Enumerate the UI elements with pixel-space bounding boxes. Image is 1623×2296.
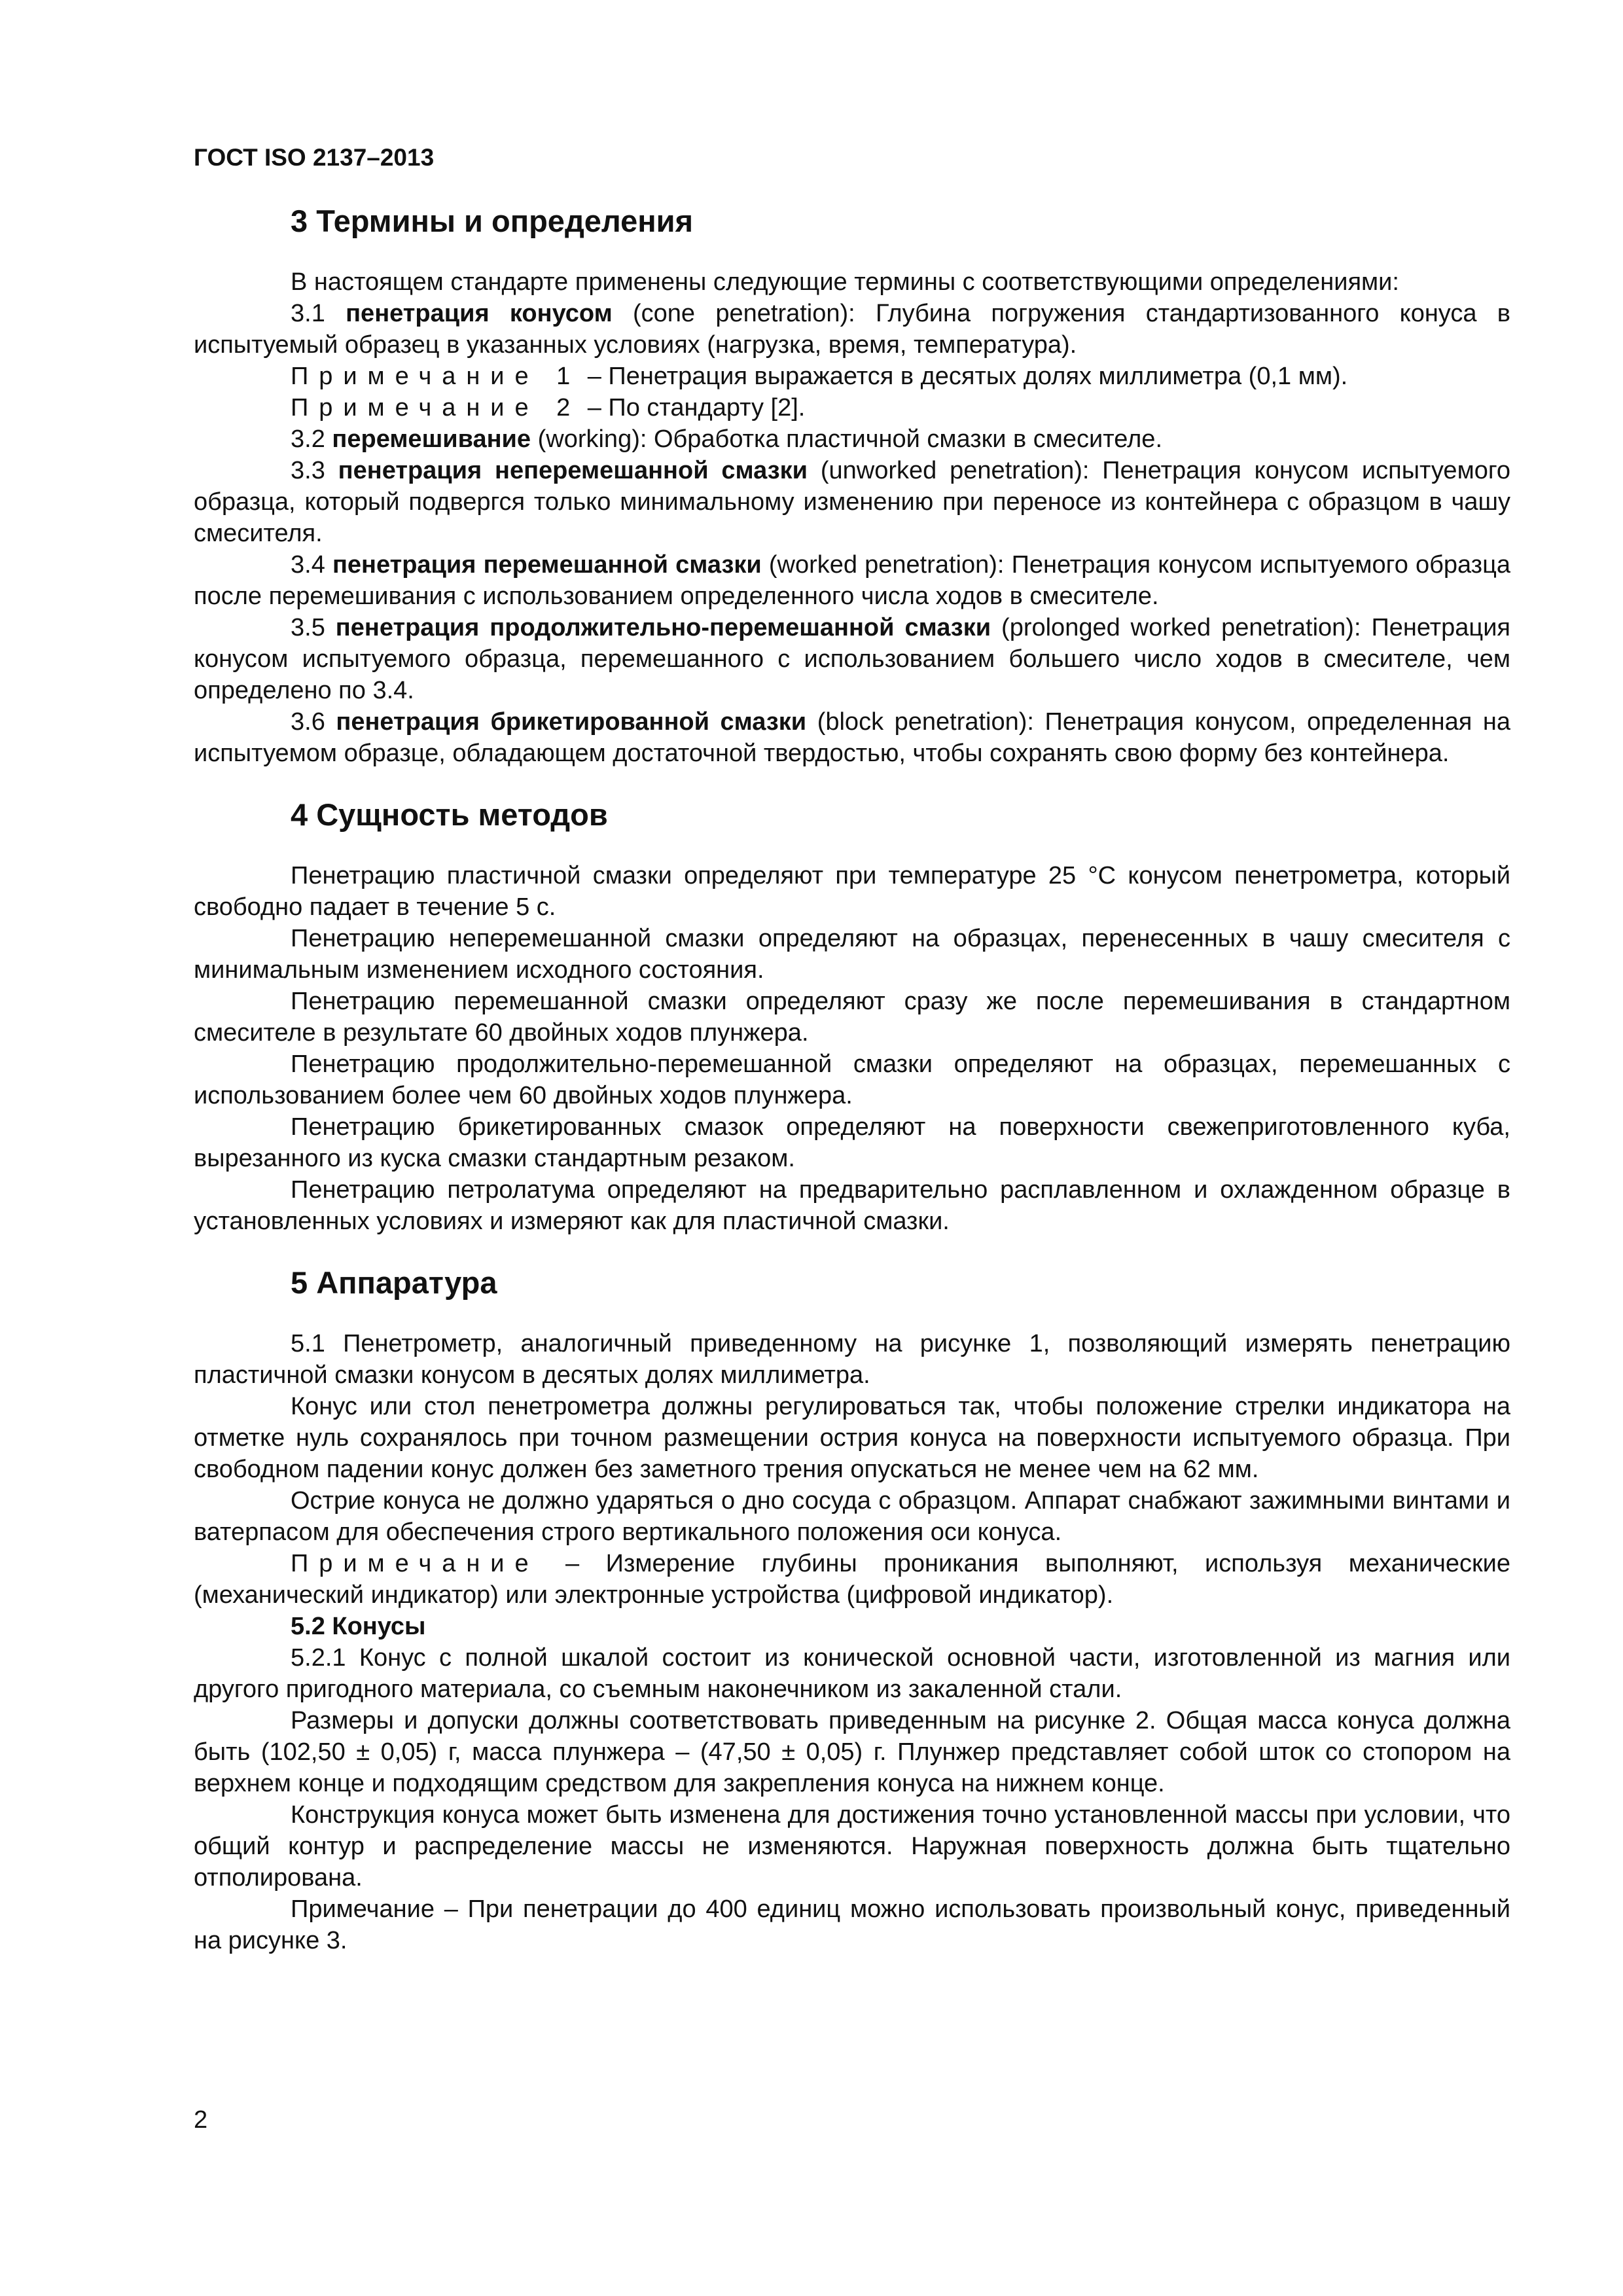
term-number: 3.4 xyxy=(291,551,332,579)
term-name: пенетрация перемешанной смазки xyxy=(332,551,762,579)
term-number: 3.1 xyxy=(291,300,346,327)
term-3-4 xyxy=(194,549,1510,612)
section-title-apparatus: 5 Аппаратура xyxy=(291,1265,497,1300)
term-definition: (block penetration): Пенетрация конусом, определенная на испытуемом образце, обладающем достаточной твердостью, чтобы сохранять свою форму без контейнера. xyxy=(194,708,1510,767)
term-number: 3.3 xyxy=(291,457,338,484)
document-page xyxy=(194,144,1510,1956)
apparatus-paragraph: Конус или стол пенетрометра должны регулироваться так, чтобы положение стрелки индикатора на отметке нуль сохранялось при точном размещении острия конуса на поверхности испытуемого образца. При свободном падении конус должен без заметного трения опускаться не менее чем на 62 мм. xyxy=(194,1393,1510,1483)
document-header: ГОСТ ISO 2137–2013 xyxy=(194,144,435,171)
section-title-terms: 3 Термины и определения xyxy=(291,204,693,238)
term-definition: (prolonged worked penetration): Пенетрация конусом испытуемого образца, перемешанного с использованием большего число ходов в смесителе, чем определено по 3.4. xyxy=(194,614,1511,704)
essence-paragraph: Пенетрацию петролатума определяют на предварительно расплавленном и охлажденном образце в установленных условиях и измеряют как для пластичной смазки. xyxy=(194,1176,1510,1235)
apparatus-paragraph: Размеры и допуски должны соответствовать приведенным на рисунке 2. Общая масса конуса должна быть (102,50 ± 0,05) г, масса плунжера – (47,50 ± 0,05) г. Плунжер представляет собой шток со стопором на верхнем конце и подходящим средством для закрепления конуса на нижнем конце. xyxy=(194,1707,1510,1797)
essence-paragraph: Пенетрацию продолжительно-перемешанной смазки определяют на образцах, перемешанных с использованием более чем 60 двойных ходов плунжера. xyxy=(194,1050,1510,1109)
apparatus-note xyxy=(194,1548,1510,1611)
section-title-essence: 4 Сущность методов xyxy=(291,797,608,832)
terms-intro: В настоящем стандарте применены следующие термины с соответствующими определениями: xyxy=(291,268,1399,296)
term-3-6 xyxy=(194,706,1510,769)
term-number: 3.5 xyxy=(291,614,336,641)
term-name: пенетрация брикетированной смазки xyxy=(336,708,807,736)
note-text: – По стандарту [2]. xyxy=(580,394,806,422)
note-text: – Пенетрация выражается в десятых долях миллиметра (0,1 мм). xyxy=(580,363,1348,390)
note-label: Примечание 2 xyxy=(291,394,581,422)
note-text: – Измерение глубины проникания выполняют, используя механические (механический индикатор) или электронные устройства (цифровой индикатор). xyxy=(194,1550,1510,1609)
term-definition: (working): Обработка пластичной смазки в смесителе. xyxy=(531,425,1163,453)
essence-paragraph: Пенетрацию пластичной смазки определяют при температуре 25 °С конусом пенетрометра, который свободно падает в течение 5 с. xyxy=(194,862,1510,921)
note-1 xyxy=(194,361,1510,392)
note-2 xyxy=(194,392,1510,423)
term-3-5 xyxy=(194,612,1510,706)
term-name: пенетрация конусом xyxy=(346,300,613,327)
term-name: пенетрация неперемешанной смазки xyxy=(338,457,808,484)
term-definition: (worked penetration): Пенетрация конусом испытуемого образца после перемешивания с использованием определенного числа ходов в смесителе. xyxy=(194,551,1511,610)
subsection-title-cones: 5.2 Конусы xyxy=(291,1613,426,1640)
note-label: Примечание xyxy=(291,1550,539,1577)
term-3-2 xyxy=(194,423,1510,455)
term-name: перемешивание xyxy=(332,425,531,453)
page-number: 2 xyxy=(194,2106,208,2134)
apparatus-paragraph: Примечание – При пенетрации до 400 единиц можно использовать произвольный конус, приведенный на рисунке 3. xyxy=(194,1895,1510,1954)
term-definition: (unworked penetration): Пенетрация конусом испытуемого образца, который подвергся только минимальному изменению при переносе из контейнера с образцом в чашу смесителя. xyxy=(194,457,1510,547)
essence-paragraph: Пенетрацию перемешанной смазки определяют сразу же после перемешивания в стандартном смесителе в результате 60 двойных ходов плунжера. xyxy=(194,988,1510,1047)
term-3-1 xyxy=(194,298,1510,361)
apparatus-paragraph: Конструкция конуса может быть изменена для достижения точно установленной массы при условии, что общий контур и распределение массы не изменяются. Наружная поверхность должна быть тщательно отполирована. xyxy=(194,1801,1510,1892)
note-label: Примечание 1 xyxy=(291,363,581,390)
term-definition: (cone penetration): Глубина погружения стандартизованного конуса в испытуемый образец в указанных условиях (нагрузка, время, температура). xyxy=(194,300,1510,359)
apparatus-paragraph: 5.2.1 Конус с полной шкалой состоит из конической основной части, изготовленной из магния или другого пригодного материала, со съемным наконечником из закаленной стали. xyxy=(194,1644,1510,1703)
term-3-3 xyxy=(194,455,1510,549)
apparatus-paragraph: 5.1 Пенетрометр, аналогичный приведенному на рисунке 1, позволяющий измерять пенетрацию пластичной смазки конусом в десятых долях миллиметра. xyxy=(194,1330,1510,1389)
term-number: 3.2 xyxy=(291,425,332,453)
term-name: пенетрация продолжительно-перемешанной смазки xyxy=(335,614,991,641)
term-number: 3.6 xyxy=(291,708,336,736)
essence-paragraph: Пенетрацию брикетированных смазок определяют на поверхности свежеприготовленного куба, вырезанного из куска смазки стандартным резаком. xyxy=(194,1113,1510,1172)
apparatus-paragraph: Острие конуса не должно ударяться о дно сосуда с образцом. Аппарат снабжают зажимными винтами и ватерпасом для обеспечения строго вертикального положения оси конуса. xyxy=(194,1487,1510,1546)
essence-paragraph: Пенетрацию неперемешанной смазки определяют на образцах, перенесенных в чашу смесителя с минимальным изменением исходного состояния. xyxy=(194,925,1510,984)
